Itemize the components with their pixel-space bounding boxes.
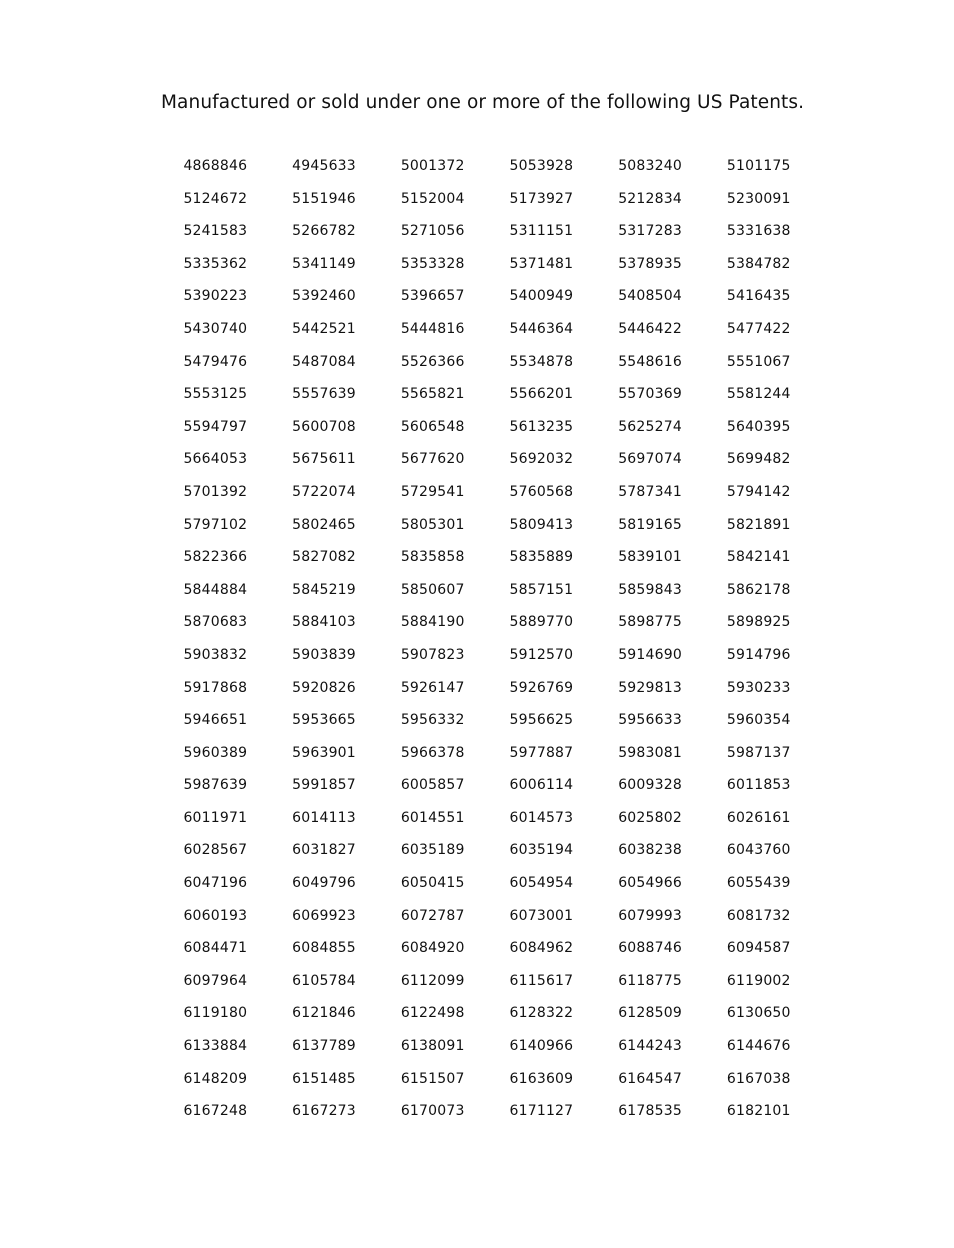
patent-number: 6137789: [292, 1038, 356, 1055]
patent-number: 6060193: [183, 907, 248, 924]
patent-number: 5675611: [292, 451, 356, 468]
patent-number: 5797102: [183, 516, 248, 533]
patent-number: 5548616: [618, 353, 682, 370]
patent-number: 5821891: [726, 516, 791, 533]
patent-number: 6122498: [400, 1005, 465, 1022]
patent-number: 6031827: [292, 842, 356, 859]
patent-number: 5987639: [183, 777, 248, 794]
patent-number: 5390223: [183, 288, 248, 305]
patent-number: 5606548: [400, 418, 465, 435]
patent-number: 5760568: [509, 483, 574, 500]
patent-number: 5335362: [183, 255, 248, 272]
patent-number: 5124672: [183, 190, 248, 207]
patent-number: 5083240: [618, 158, 682, 174]
patent-number: 6079993: [618, 907, 682, 924]
patent-number: 5842141: [726, 549, 791, 566]
patent-number: 6038238: [618, 842, 682, 859]
patent-number: 6167273: [292, 1103, 356, 1120]
patent-number: 5341149: [292, 255, 356, 272]
patent-number: 5884103: [292, 614, 356, 631]
patent-number: 5809413: [509, 516, 574, 533]
patent-number: 6084920: [400, 940, 465, 957]
patent-number: 6097964: [183, 972, 248, 989]
patent-number: 5353328: [400, 255, 465, 272]
patent-number: 5101175: [726, 158, 791, 174]
patent-number: 5212834: [618, 190, 682, 207]
patent-number: 5625274: [618, 418, 682, 435]
patent-number: 6128509: [618, 1005, 682, 1022]
patent-number: 5371481: [509, 255, 574, 272]
patent-number: 6035189: [400, 842, 465, 859]
patent-number: 6119002: [726, 972, 791, 989]
patent-number: 5271056: [400, 223, 465, 240]
patent-number: 5953665: [292, 712, 356, 729]
patent-number: 5912570: [509, 646, 574, 663]
patent-number: 5930233: [726, 679, 791, 696]
patent-number: 5903832: [183, 646, 248, 663]
patent-number: 5926147: [400, 679, 465, 696]
patent-number: 6005857: [400, 777, 465, 794]
patent-number: 6047196: [183, 875, 248, 892]
patent-number: 5640395: [726, 418, 791, 435]
patent-number: 6069923: [292, 907, 356, 924]
page-heading: Manufactured or sold under one or more of the following US Patents.: [161, 92, 805, 113]
patent-number: 6084471: [183, 940, 248, 957]
patent-number: 5884190: [400, 614, 465, 631]
patent-number: 5526366: [400, 353, 465, 370]
patent-number: 5991857: [292, 777, 356, 794]
patent-number: 6151485: [292, 1070, 356, 1087]
patent-number: 5477422: [726, 320, 791, 337]
patent-number: 6170073: [400, 1103, 465, 1120]
patent-number: 5677620: [400, 451, 465, 468]
patent-number: 5331638: [726, 223, 791, 240]
patent-number: 5392460: [292, 288, 356, 305]
patent-number: 5956633: [618, 712, 682, 729]
patent-number: 5722074: [292, 483, 356, 500]
patent-number: 5581244: [726, 386, 791, 403]
patent-number: 5534878: [509, 353, 574, 370]
patent-number: 6112099: [400, 972, 465, 989]
patent-number: 6148209: [183, 1070, 248, 1087]
patent-number: 5151946: [292, 190, 356, 207]
patent-number: 6140966: [509, 1038, 574, 1055]
patent-number: 6054954: [509, 875, 574, 892]
patent-number: 6171127: [509, 1103, 574, 1120]
patent-number: 5001372: [400, 158, 465, 174]
patent-number: 6119180: [183, 1005, 248, 1022]
patent-number: 5416435: [726, 288, 791, 305]
patent-number: 5960354: [726, 712, 791, 729]
patent-number: 5903839: [292, 646, 356, 663]
patent-number: 5266782: [292, 223, 356, 240]
patent-number: 5384782: [726, 255, 791, 272]
patent-number: 5230091: [726, 190, 791, 207]
patent-number: 6014113: [292, 809, 356, 826]
patent-number: 6025802: [618, 809, 682, 826]
patent-number: 6115617: [509, 972, 574, 989]
patent-number: 5963901: [292, 744, 356, 761]
patent-number: 5479476: [183, 353, 248, 370]
patent-number: 5729541: [400, 483, 465, 500]
patent-number: 5966378: [400, 744, 465, 761]
patent-number: 5835889: [509, 549, 574, 566]
patent-number: 6055439: [726, 875, 791, 892]
patent-number: 5802465: [292, 516, 356, 533]
patent-number: 5844884: [183, 581, 248, 598]
patent-number: 5400949: [509, 288, 574, 305]
patent-number: 5914690: [618, 646, 682, 663]
patent-number: 5241583: [183, 223, 248, 240]
patent-number: 6028567: [183, 842, 248, 859]
patent-number: 5396657: [400, 288, 465, 305]
patent-number: 5857151: [509, 581, 574, 598]
patent-number: 5898925: [726, 614, 791, 631]
patent-number: 5956625: [509, 712, 574, 729]
patent-number: 5926769: [509, 679, 574, 696]
patent-number: 6094587: [726, 940, 791, 957]
patent-number: 5956332: [400, 712, 465, 729]
patent-number: 5946651: [183, 712, 248, 729]
patent-number: 5444816: [400, 320, 465, 337]
patent-number: 5983081: [618, 744, 682, 761]
patent-number: 5408504: [618, 288, 682, 305]
patent-number: 5862178: [726, 581, 791, 598]
patent-number: 6164547: [618, 1070, 682, 1087]
patent-number: 6049796: [292, 875, 356, 892]
patent-number: 6182101: [726, 1103, 791, 1120]
patent-number: 5600708: [292, 418, 356, 435]
patent-number: 6105784: [292, 972, 356, 989]
patent-number: 6128322: [509, 1005, 574, 1022]
patent-number: 5889770: [509, 614, 574, 631]
patent-number: 5697074: [618, 451, 682, 468]
patent-number: 5907823: [400, 646, 465, 663]
patent-number: 5311151: [509, 223, 574, 240]
patent-number: 5570369: [618, 386, 682, 403]
patent-number: 4868846: [183, 158, 248, 174]
patent-number: 6054966: [618, 875, 682, 892]
patent-number: 6035194: [509, 842, 574, 859]
patent-number: 5870683: [183, 614, 248, 631]
patent-number: 5173927: [509, 190, 574, 207]
patent-number: 5446422: [618, 320, 682, 337]
patent-number: 5446364: [509, 320, 574, 337]
patent-number: 6144676: [726, 1038, 791, 1055]
patent-number: 5859843: [618, 581, 682, 598]
patent-number: 6133884: [183, 1038, 248, 1055]
patent-number: 6072787: [400, 907, 465, 924]
patent-number: 5553125: [183, 386, 248, 403]
patent-number: 5794142: [726, 483, 791, 500]
patent-number: 5378935: [618, 255, 682, 272]
patent-number: 6011853: [726, 777, 791, 794]
patent-number: 6088746: [618, 940, 682, 957]
patent-number: 6050415: [400, 875, 465, 892]
patent-number: 6130650: [726, 1005, 791, 1022]
patent-number: 5987137: [726, 744, 791, 761]
patent-number: 5487084: [292, 353, 356, 370]
patent-number: 5819165: [618, 516, 682, 533]
patent-number: 5566201: [509, 386, 574, 403]
patent-number: 5430740: [183, 320, 248, 337]
patent-number: 6118775: [618, 972, 682, 989]
patent-number: 6144243: [618, 1038, 682, 1055]
patent-number: 5917868: [183, 679, 248, 696]
patent-number: 5898775: [618, 614, 682, 631]
patent-number: 5317283: [618, 223, 682, 240]
patent-number: 6084855: [292, 940, 356, 957]
patent-number: 5850607: [400, 581, 465, 598]
patent-number: 6014551: [400, 809, 465, 826]
patent-number: 5805301: [400, 516, 465, 533]
patent-number: 6026161: [726, 809, 791, 826]
patent-number: 6009328: [618, 777, 682, 794]
patent-number: 5152004: [400, 190, 465, 207]
patent-number: 6138091: [400, 1038, 465, 1055]
patent-number: 6073001: [509, 907, 574, 924]
patent-number: 6043760: [726, 842, 791, 859]
patent-number: 6178535: [618, 1103, 682, 1120]
patent-number: 5929813: [618, 679, 682, 696]
patent-number: 6167038: [726, 1070, 791, 1087]
patent-number: 5557639: [292, 386, 356, 403]
patent-number: 6121846: [292, 1005, 356, 1022]
patent-number: 5053928: [509, 158, 574, 174]
patent-number: 5594797: [183, 418, 248, 435]
patent-number: 6006114: [509, 777, 574, 794]
patent-number: 5692032: [509, 451, 574, 468]
patent-number: 5551067: [726, 353, 791, 370]
patent-number: 5664053: [183, 451, 248, 468]
patent-number: 5613235: [509, 418, 574, 435]
patent-number: 5960389: [183, 744, 248, 761]
patent-number: 6011971: [183, 809, 248, 826]
patent-number: 6163609: [509, 1070, 574, 1087]
patent-number: 6084962: [509, 940, 574, 957]
patent-number: 5845219: [292, 581, 356, 598]
patent-number-grid: [161, 150, 813, 1128]
patent-number: 5977887: [509, 744, 574, 761]
patent-number: 5701392: [183, 483, 248, 500]
patent-number: 4945633: [292, 158, 356, 174]
patent-number: 5914796: [726, 646, 791, 663]
patent-number: 6151507: [400, 1070, 465, 1087]
patent-number: 6167248: [183, 1103, 248, 1120]
patent-number: 6081732: [726, 907, 791, 924]
patent-number: 5565821: [400, 386, 465, 403]
patent-number: 5920826: [292, 679, 356, 696]
patent-number: 5827082: [292, 549, 356, 566]
patent-number: 6014573: [509, 809, 574, 826]
patent-number: 5839101: [618, 549, 682, 566]
patent-number: 5822366: [183, 549, 248, 566]
patent-number: 5442521: [292, 320, 356, 337]
patent-number: 5787341: [618, 483, 682, 500]
patent-number: 5835858: [400, 549, 465, 566]
patent-number: 5699482: [726, 451, 791, 468]
